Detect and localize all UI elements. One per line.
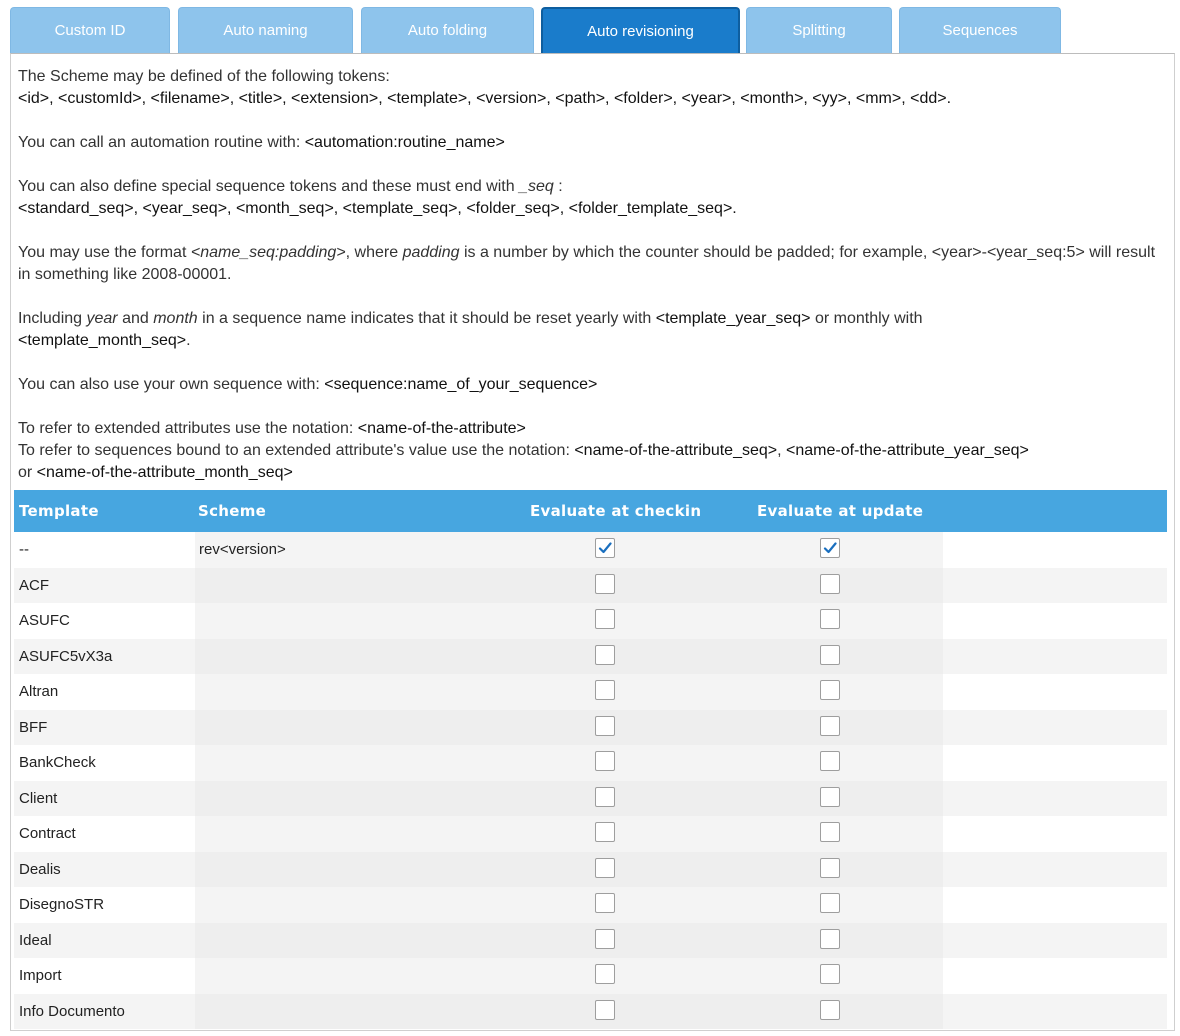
checkin-checkbox[interactable] xyxy=(595,822,615,842)
table-row[interactable] xyxy=(14,994,1167,1030)
format-b: , where xyxy=(345,244,403,261)
template-name: Ideal xyxy=(19,931,52,949)
update-checkbox[interactable] xyxy=(820,858,840,878)
checkin-cell xyxy=(493,816,718,852)
header-update[interactable]: Evaluate at update xyxy=(757,502,924,520)
reset-c: in a sequence name indicates that it should be reset yearly with xyxy=(197,310,656,327)
reset-b: and xyxy=(117,310,154,327)
checkin-checkbox[interactable] xyxy=(595,1000,615,1020)
checkin-cell xyxy=(493,710,718,746)
checkin-cell xyxy=(493,568,718,604)
tokens-intro: The Scheme may be defined of the following tokens: xyxy=(18,68,390,85)
update-cell xyxy=(718,603,943,639)
table-row[interactable] xyxy=(14,710,1167,746)
checkin-checkbox[interactable] xyxy=(595,858,615,878)
ext-seq-or: or xyxy=(18,464,37,481)
update-cell xyxy=(718,639,943,675)
table-row[interactable] xyxy=(14,887,1167,923)
grid-body xyxy=(14,532,1167,1029)
table-row[interactable] xyxy=(14,674,1167,710)
automation-intro: You can call an automation routine with: xyxy=(18,134,305,151)
checkin-checkbox[interactable] xyxy=(595,964,615,984)
template-name: Client xyxy=(19,789,58,807)
seq-intro: You can also define special sequence tokens and these must end with xyxy=(18,178,520,195)
update-cell xyxy=(718,781,943,817)
seq-suffix: _seq xyxy=(519,178,554,195)
scheme-value: rev<version> xyxy=(199,541,286,558)
tab-auto-naming[interactable]: Auto naming xyxy=(178,7,353,53)
grid-header xyxy=(14,490,1167,532)
scheme-cell[interactable] xyxy=(195,994,493,1030)
seq-list: <standard_seq>, <year_seq>, <month_seq>, <template_seq>, <folder_seq>, <folder_template_seq>. xyxy=(18,200,737,217)
update-checkbox[interactable] xyxy=(820,645,840,665)
header-checkin[interactable]: Evaluate at checkin xyxy=(530,502,702,520)
tab-custom-id[interactable]: Custom ID xyxy=(10,7,170,53)
template-name: Info Documento xyxy=(19,1002,125,1020)
automation-token: <automation:routine_name> xyxy=(304,134,505,151)
template-name: Import xyxy=(19,967,62,984)
table-row[interactable] xyxy=(14,568,1167,604)
checkin-checkbox[interactable] xyxy=(595,574,615,594)
reset-e: . xyxy=(186,332,191,349)
reset-d: or monthly with xyxy=(810,310,923,327)
table-row[interactable] xyxy=(14,852,1167,888)
update-checkbox[interactable] xyxy=(820,787,840,807)
checkin-checkbox[interactable] xyxy=(595,751,615,771)
update-checkbox[interactable] xyxy=(820,574,840,594)
tokens-list: <id>, <customId>, <filename>, <title>, <extension>, <template>, <version>, <path>, <folder>, <year>, <month>, <yy>, <mm>, <dd>. xyxy=(18,90,952,107)
checkin-cell xyxy=(493,887,718,923)
scheme-cell[interactable] xyxy=(195,674,493,710)
update-cell xyxy=(718,887,943,923)
table-row[interactable] xyxy=(14,923,1167,959)
tab-auto-folding[interactable]: Auto folding xyxy=(361,7,534,53)
table-row[interactable] xyxy=(14,958,1167,994)
checkin-checkbox[interactable] xyxy=(595,680,615,700)
update-checkbox[interactable] xyxy=(820,822,840,842)
format-paragraph xyxy=(18,242,1168,286)
table-row[interactable] xyxy=(14,816,1167,852)
checkin-cell xyxy=(493,674,718,710)
update-cell xyxy=(718,745,943,781)
scheme-cell[interactable] xyxy=(195,603,493,639)
ext-attr-paragraph xyxy=(18,418,1168,484)
update-checkbox[interactable] xyxy=(820,929,840,949)
scheme-cell[interactable] xyxy=(195,532,493,568)
format-c: is a number by which the counter should be padded; for example, <year>-<year_seq:5> will result in something like 2008-00001. xyxy=(18,244,1156,283)
checkin-cell xyxy=(493,994,718,1030)
template-name: -- xyxy=(19,541,29,558)
update-checkbox[interactable] xyxy=(820,964,840,984)
table-row[interactable] xyxy=(14,745,1167,781)
ext-seq-sep: , xyxy=(777,442,787,459)
update-cell xyxy=(718,923,943,959)
update-cell xyxy=(718,958,943,994)
checkin-cell xyxy=(493,639,718,675)
update-checkbox[interactable] xyxy=(820,680,840,700)
update-cell xyxy=(718,532,943,568)
checkin-cell xyxy=(493,745,718,781)
ext-seq-token3: <name-of-the-attribute_month_seq> xyxy=(36,464,293,481)
update-checkbox[interactable] xyxy=(820,1000,840,1020)
reset-em1: year xyxy=(86,310,118,327)
tokens-paragraph xyxy=(18,66,1168,110)
tab-auto-revisioning[interactable]: Auto revisioning xyxy=(541,7,740,53)
scheme-cell[interactable] xyxy=(195,816,493,852)
update-checkbox[interactable] xyxy=(820,609,840,629)
update-cell xyxy=(718,568,943,604)
checkin-checkbox[interactable] xyxy=(595,645,615,665)
table-row[interactable] xyxy=(14,532,1167,568)
checkin-checkbox[interactable] xyxy=(595,929,615,949)
template-name: ACF xyxy=(19,576,49,594)
table-row[interactable] xyxy=(14,639,1167,675)
tab-sequences[interactable]: Sequences xyxy=(899,7,1061,53)
format-em: <name_seq:padding> xyxy=(190,244,346,261)
template-name: Contract xyxy=(19,825,76,842)
checkin-cell xyxy=(493,532,718,568)
checkin-cell xyxy=(493,852,718,888)
ext-attr-intro: To refer to extended attributes use the notation: xyxy=(18,420,358,437)
reset-a: Including xyxy=(18,310,87,327)
update-checkbox[interactable] xyxy=(820,716,840,736)
reset-em2: month xyxy=(153,310,198,327)
template-name: Altran xyxy=(19,683,59,700)
update-cell xyxy=(718,674,943,710)
checkin-checkbox[interactable] xyxy=(595,538,615,558)
scheme-cell[interactable] xyxy=(195,887,493,923)
update-checkbox[interactable] xyxy=(820,538,840,558)
checkin-checkbox[interactable] xyxy=(595,609,615,629)
help-text xyxy=(18,66,1168,484)
scheme-cell[interactable] xyxy=(195,568,493,604)
update-cell xyxy=(718,994,943,1030)
reset-token2: <template_month_seq> xyxy=(18,332,187,349)
scheme-cell[interactable] xyxy=(195,958,493,994)
scheme-cell[interactable] xyxy=(195,852,493,888)
scheme-cell[interactable] xyxy=(195,745,493,781)
template-name: Dealis xyxy=(19,860,61,878)
update-cell xyxy=(718,710,943,746)
checkin-checkbox[interactable] xyxy=(595,893,615,913)
checkin-cell xyxy=(493,781,718,817)
checkin-checkbox[interactable] xyxy=(595,787,615,807)
scheme-cell[interactable] xyxy=(195,923,493,959)
template-name: ASUFC xyxy=(19,612,70,629)
update-cell xyxy=(718,816,943,852)
seq-paragraph xyxy=(18,176,1168,220)
automation-paragraph xyxy=(18,132,1168,154)
scheme-cell[interactable] xyxy=(195,781,493,817)
ext-seq-token1: <name-of-the-attribute_seq> xyxy=(574,442,778,459)
checkin-cell xyxy=(493,958,718,994)
own-seq-intro: You can also use your own sequence with: xyxy=(18,376,325,393)
reset-token1: <template_year_seq> xyxy=(655,310,811,327)
seq-intro-end: : xyxy=(553,178,563,195)
template-name: ASUFC5vX3a xyxy=(19,647,113,665)
ext-attr-token: <name-of-the-attribute> xyxy=(357,420,526,437)
header-scheme[interactable]: Scheme xyxy=(198,502,267,520)
table-row[interactable] xyxy=(14,603,1167,639)
update-checkbox[interactable] xyxy=(820,751,840,771)
own-seq-paragraph xyxy=(18,374,1168,396)
table-row[interactable] xyxy=(14,781,1167,817)
ext-seq-intro: To refer to sequences bound to an extended attribute's value use the notation: xyxy=(18,442,575,459)
ext-seq-token2: <name-of-the-attribute_year_seq> xyxy=(786,442,1029,459)
update-cell xyxy=(718,852,943,888)
scheme-cell[interactable] xyxy=(195,639,493,675)
tab-splitting[interactable]: Splitting xyxy=(746,7,892,53)
header-template[interactable]: Template xyxy=(19,502,99,520)
checkin-checkbox[interactable] xyxy=(595,716,615,736)
checkin-cell xyxy=(493,923,718,959)
own-seq-token: <sequence:name_of_your_sequence> xyxy=(324,376,598,393)
template-name: DisegnoSTR xyxy=(19,896,105,913)
revisioning-grid xyxy=(14,490,1167,1029)
format-em2: padding xyxy=(402,244,460,261)
template-name: BankCheck xyxy=(19,754,96,771)
reset-paragraph xyxy=(18,308,1168,352)
template-name: BFF xyxy=(19,718,48,736)
auto-revisioning-panel xyxy=(10,53,1175,1031)
checkin-cell xyxy=(493,603,718,639)
update-checkbox[interactable] xyxy=(820,893,840,913)
scheme-cell[interactable] xyxy=(195,710,493,746)
format-a: You may use the format xyxy=(18,244,191,261)
